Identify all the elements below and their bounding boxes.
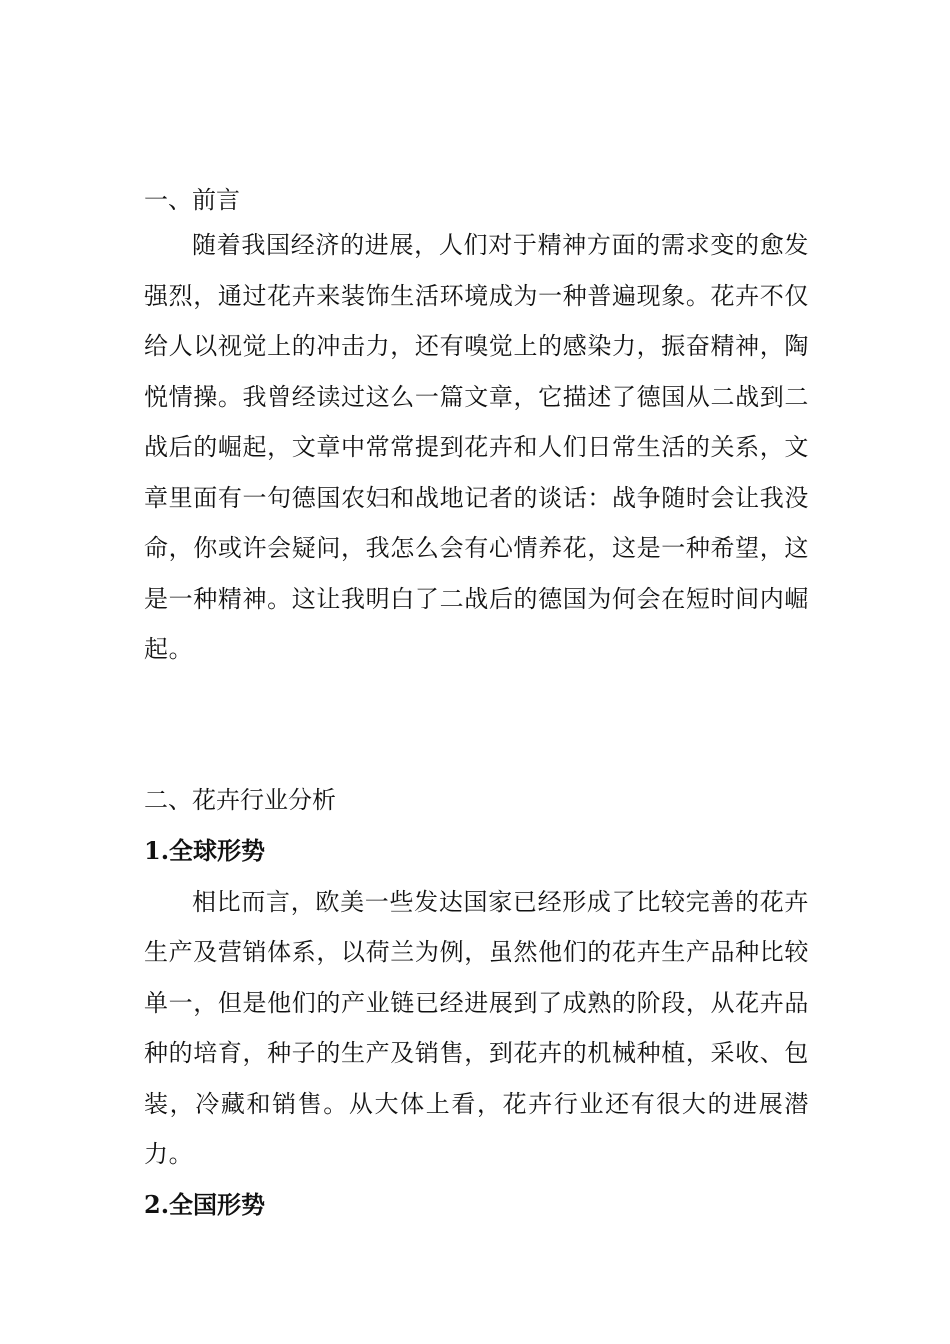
- subsection-heading-global: 1.全球形势: [144, 836, 266, 865]
- section-industry-analysis: [144, 780, 809, 1230]
- section-heading-introduction: 一、前言: [144, 186, 240, 214]
- section-introduction: [144, 180, 809, 675]
- section-heading-industry-analysis: 二、花卉行业分析: [144, 786, 336, 814]
- subsection-heading-national: 2.全国形势: [144, 1189, 266, 1219]
- introduction-paragraph: 随着我国经济的进展，人们对于精神方面的需求变的愈发强烈，通过花卉来装饰生活环境成为一种普遍现象。花卉不仅给人以视觉上的冲击力，还有嗅觉上的感染力，振奋精神，陶悦情操。我曾经读过这么一篇文章，它描述了德国从二战到二战后的崛起，文章中常常提到花卉和人们日常生活的关系，文章里面有一句德国农妇和战地记者的谈话：战争随时会让我没命，你或许会疑问，我怎么会有心情养花，这是一种希望，这是一种精神。这让我明白了二战后的德国为何会在短时间内崛起。: [144, 231, 809, 663]
- global-situation-paragraph: 相比而言，欧美一些发达国家已经形成了比较完善的花卉生产及营销体系，以荷兰为例，虽然他们的花卉生产品种比较单一，但是他们的产业链已经进展到了成熟的阶段，从花卉品种的培育，种子的生产及销售，到花卉的机械种植，采收、包装，冷藏和销售。从大体上看，花卉行业还有很大的进展潜力。: [144, 887, 809, 1168]
